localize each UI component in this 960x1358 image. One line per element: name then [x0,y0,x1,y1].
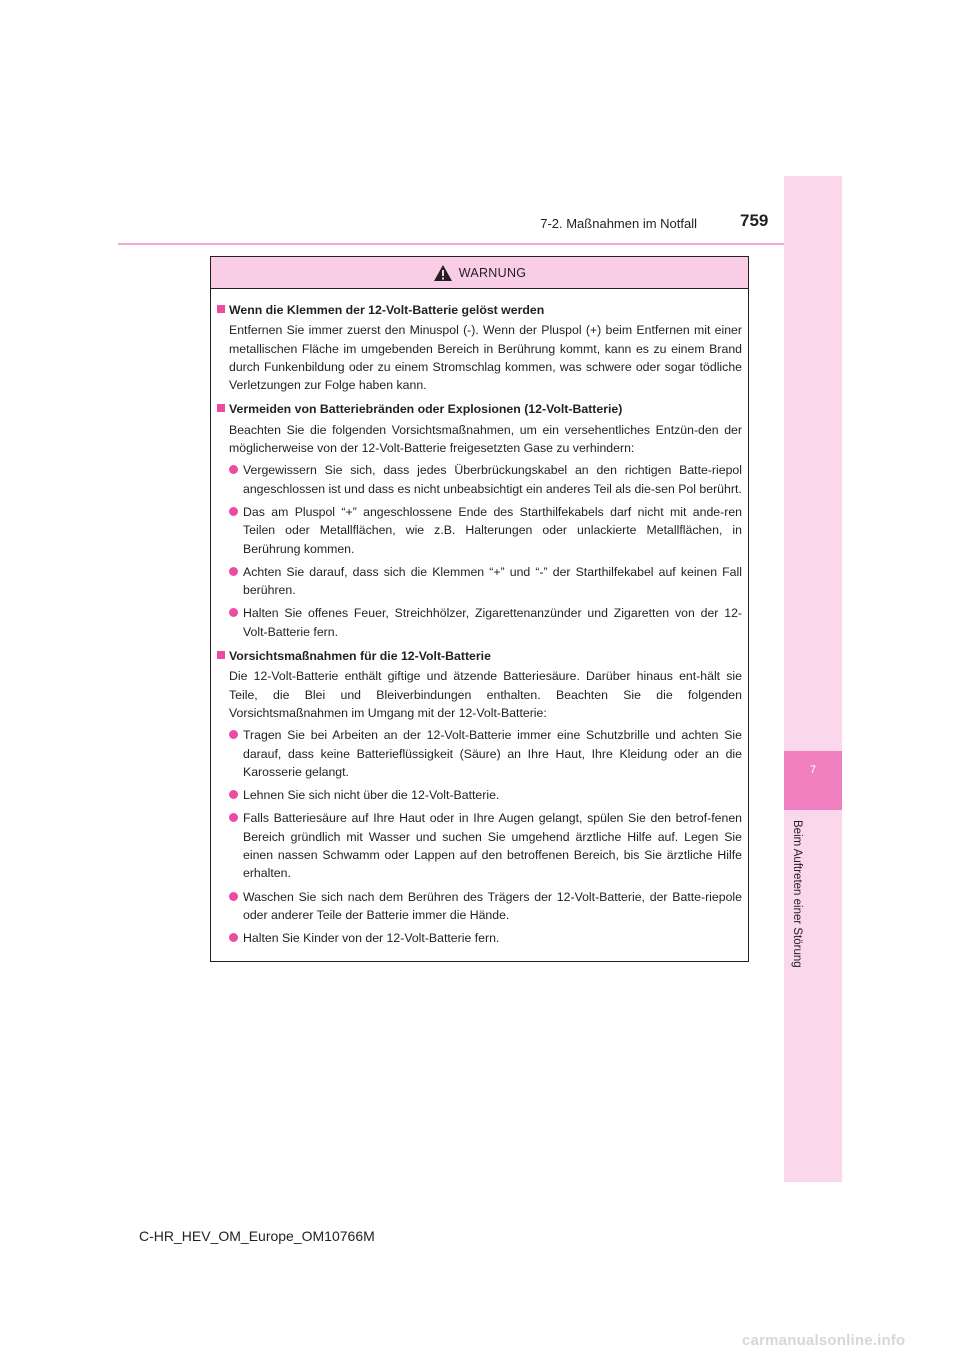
section-paragraph: Beachten Sie die folgenden Vorsichtsmaßnahmen, um ein versehentliches Entzün-den der möglicherweise von der 12-Volt-Batterie freigesetzten Gase zu verhindern: [229,422,742,456]
round-bullet-icon [229,933,238,942]
round-bullet-icon [229,813,238,822]
document-code: C-HR_HEV_OM_Europe_OM10766M [139,1228,375,1244]
list-item [229,809,742,882]
list-item [229,726,742,781]
warning-section [217,301,742,394]
list-item-text: Achten Sie darauf, dass sich die Klemmen “+” und “-” der Starthilfekabel auf keinen Fall berühren. [243,564,742,598]
watermark: carmanualsonline.info [742,1332,906,1349]
square-bullet-icon [217,404,225,412]
warning-triangle-icon [433,264,453,282]
list-item [229,786,742,804]
square-bullet-icon [217,651,225,659]
section-heading-text: Vermeiden von Batteriebränden oder Explosionen (12-Volt-Batterie) [229,402,623,417]
warning-body [211,289,748,948]
warning-section [217,400,742,641]
list-item [229,563,742,600]
chapter-tab[interactable] [784,751,842,810]
list-item [229,503,742,558]
list-item-text: Halten Sie Kinder von der 12-Volt-Batterie fern. [243,931,500,946]
list-item-text: Vergewissern Sie sich, dass jedes Überbrückungskabel an den richtigen Batte-riepol angeschlossen ist und dass es nicht unbeabsichtigt ein anderes Teil als die-sen Pol berührt. [243,463,742,496]
page-number: 759 [740,211,769,230]
section-paragraph: Entfernen Sie immer zuerst den Minuspol (-). Wenn der Pluspol (+) beim Entfernen mit einer metallischen Fläche im umgebenden Bereich in Berührung kommt, kann es zu einem Brand durch Funkenbildung oder zu einem Stromschlag kommen, was schwere oder sogar tödliche Verletzungen zur Folge haben kann. [229,323,742,393]
section-heading [217,647,742,665]
list-item [229,929,742,947]
chapter-side-strip [784,176,842,1182]
round-bullet-icon [229,608,238,617]
list-item-text: Lehnen Sie sich nicht über die 12-Volt-Batterie. [243,788,500,803]
warning-section [217,647,742,947]
list-item-text: Falls Batteriesäure auf Ihre Haut oder in Ihre Augen gelangt, spülen Sie den betrof-fenen Bereich gründlich mit Wasser und suchen Sie umgehend ärztliche Hilfe auf. Legen Sie einen nassen Schwamm oder Lappen auf den betroffenen Bereich, bis Sie ärztliche Hilfe erhalten. [243,811,742,881]
round-bullet-icon [229,507,238,516]
list-item-text: Halten Sie offenes Feuer, Streichhölzer, Zigarettenanzünder und Zigaretten von der 12-Volt-Batterie fern. [243,606,742,639]
round-bullet-icon [229,790,238,799]
list-item-text: Das am Pluspol “+” angeschlossene Ende des Starthilfekabels darf nicht mit ande-ren Teilen oder Metallflächen, wie z.B. Halterungen oder unlackierte Metallflächen, in Berührung kommen. [243,504,742,556]
section-heading [217,400,742,418]
list-item [229,461,742,498]
list-item-text: Waschen Sie sich nach dem Berühren des Trägers der 12-Volt-Batterie, der Batte-riepole oder anderer Teile der Batterie immer die Hände. [243,889,742,922]
list-item [229,604,742,641]
section-paragraph: Die 12-Volt-Batterie enthält giftige und ätzende Batteriesäure. Darüber hinaus ent-hält sie Teile, die Blei und Bleiverbindungen enthalten. Beachten Sie die folgenden Vorsichtsmaßnahmen im Umgang mit der 12-Volt-Batterie: [229,669,742,720]
section-heading-text: Vorsichtsmaßnahmen für die 12-Volt-Batterie [229,649,491,664]
section-header: 7-2. Maßnahmen im Notfall [540,216,697,231]
warning-box [210,256,749,962]
warning-header [211,257,748,289]
round-bullet-icon [229,465,238,474]
round-bullet-icon [229,730,238,739]
section-heading [217,301,742,319]
round-bullet-icon [229,892,238,901]
square-bullet-icon [217,305,225,313]
list-item [229,888,742,925]
list-item-text: Tragen Sie bei Arbeiten an der 12-Volt-Batterie immer eine Schutzbrille und achten Sie darauf, dass keine Batterieflüssigkeit (Säure) an Ihre Haut, Ihre Kleidung oder an die Karosserie gelangt. [243,728,742,779]
section-heading-text: Wenn die Klemmen der 12-Volt-Batterie gelöst werden [229,303,545,317]
chapter-number: 7 [809,764,817,776]
chapter-title: Beim Auftreten einer Störung [791,820,803,968]
round-bullet-icon [229,567,238,576]
header-divider [118,243,784,245]
warning-title: WARNUNG [458,265,527,280]
